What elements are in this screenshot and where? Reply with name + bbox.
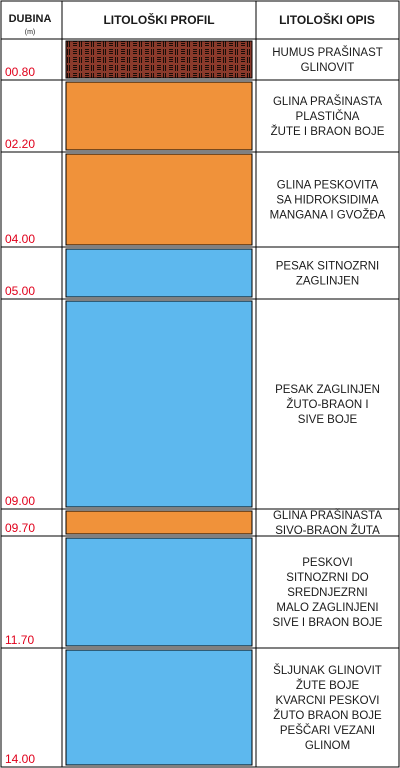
depth-label: 09.70 (5, 521, 36, 535)
layer-silty-clay (66, 511, 252, 535)
depth-labels (5, 65, 35, 766)
layer-fine-medium-sand (65, 537, 252, 646)
description-line: ŽUTE I BRAON BOJE (270, 126, 385, 138)
depth-label: 04.00 (5, 232, 36, 246)
description-line: MANGANA I GVOŽĐA (269, 209, 386, 222)
layer-sandy-clay (66, 153, 253, 246)
description-line: PESAK ZAGLINJEN (275, 384, 380, 396)
description-line: HUMUS PRAŠINAST (272, 47, 383, 59)
depth-label: 02.20 (5, 137, 36, 151)
layer-fill (66, 154, 252, 245)
description-line: MALO ZAGLINJENI (276, 602, 379, 614)
depth-label: 00.80 (5, 65, 36, 79)
depth-label: 09.00 (5, 494, 36, 508)
description-line: SA HIDROKSIDIMA (276, 194, 379, 207)
description-line: SREDNJEZRNI (287, 587, 368, 599)
description-line: PLASTIČNA (295, 111, 360, 123)
layer-fill (66, 301, 252, 507)
description-line: GLINOM (304, 740, 351, 752)
layer-silty-clay (66, 82, 252, 150)
layer-fill (66, 650, 252, 765)
layer-fill (66, 249, 252, 297)
description-line: SITNOZRNI DO (286, 572, 369, 584)
layers (65, 41, 253, 766)
description-line: ŽUTO-BRAON I (286, 399, 369, 411)
depth-label: 14.00 (5, 752, 36, 766)
description-line: ZAGLINJEN (295, 275, 360, 288)
description-line: KVARCNI PESKOVI (275, 695, 380, 707)
description-line: GLINA PRAŠINASTA (272, 96, 383, 108)
layer-clayey-sand (65, 300, 253, 507)
description-line: PESAK SITNOZRNI (275, 260, 380, 273)
layer-fill (66, 538, 252, 646)
description-line: SIVO-BRAON ŽUTA (275, 525, 380, 537)
header-row (9, 12, 375, 36)
description-line: PESKOVI (302, 557, 353, 569)
description-line: GLINA PESKOVITA (276, 179, 379, 192)
layer-fill (66, 82, 252, 150)
depth-label: 11.70 (5, 633, 35, 647)
depth-label: 05.00 (5, 284, 36, 298)
description-line: SIVE BOJE (297, 414, 358, 426)
description-line: ŠLJUNAK GLINOVIT (273, 665, 382, 677)
layer-fill (66, 511, 252, 534)
depth-unit-label: (m) (24, 29, 36, 36)
layer-humus-hatch (66, 41, 252, 78)
description-line: GLINA PRAŠINASTA (272, 510, 383, 522)
profile-column-header: LITOLOŠKI PROFIL (103, 13, 215, 27)
description-line: GLINOVIT (300, 62, 355, 74)
description-line: SIVE I BRAON BOJE (272, 617, 383, 629)
description-line: PEŠČARI VEZANI (279, 725, 376, 737)
layer-fill (66, 41, 252, 78)
description-line: ŽUTE BOJE (295, 680, 360, 692)
description-line: ŽUTO BRAON BOJE (273, 710, 382, 722)
description-column-header: LITOLOŠKI OPIS (279, 13, 375, 27)
layer-gravel (66, 649, 253, 765)
depth-column-header: DUBINA (8, 13, 52, 25)
layer-fine-sand (66, 249, 253, 298)
